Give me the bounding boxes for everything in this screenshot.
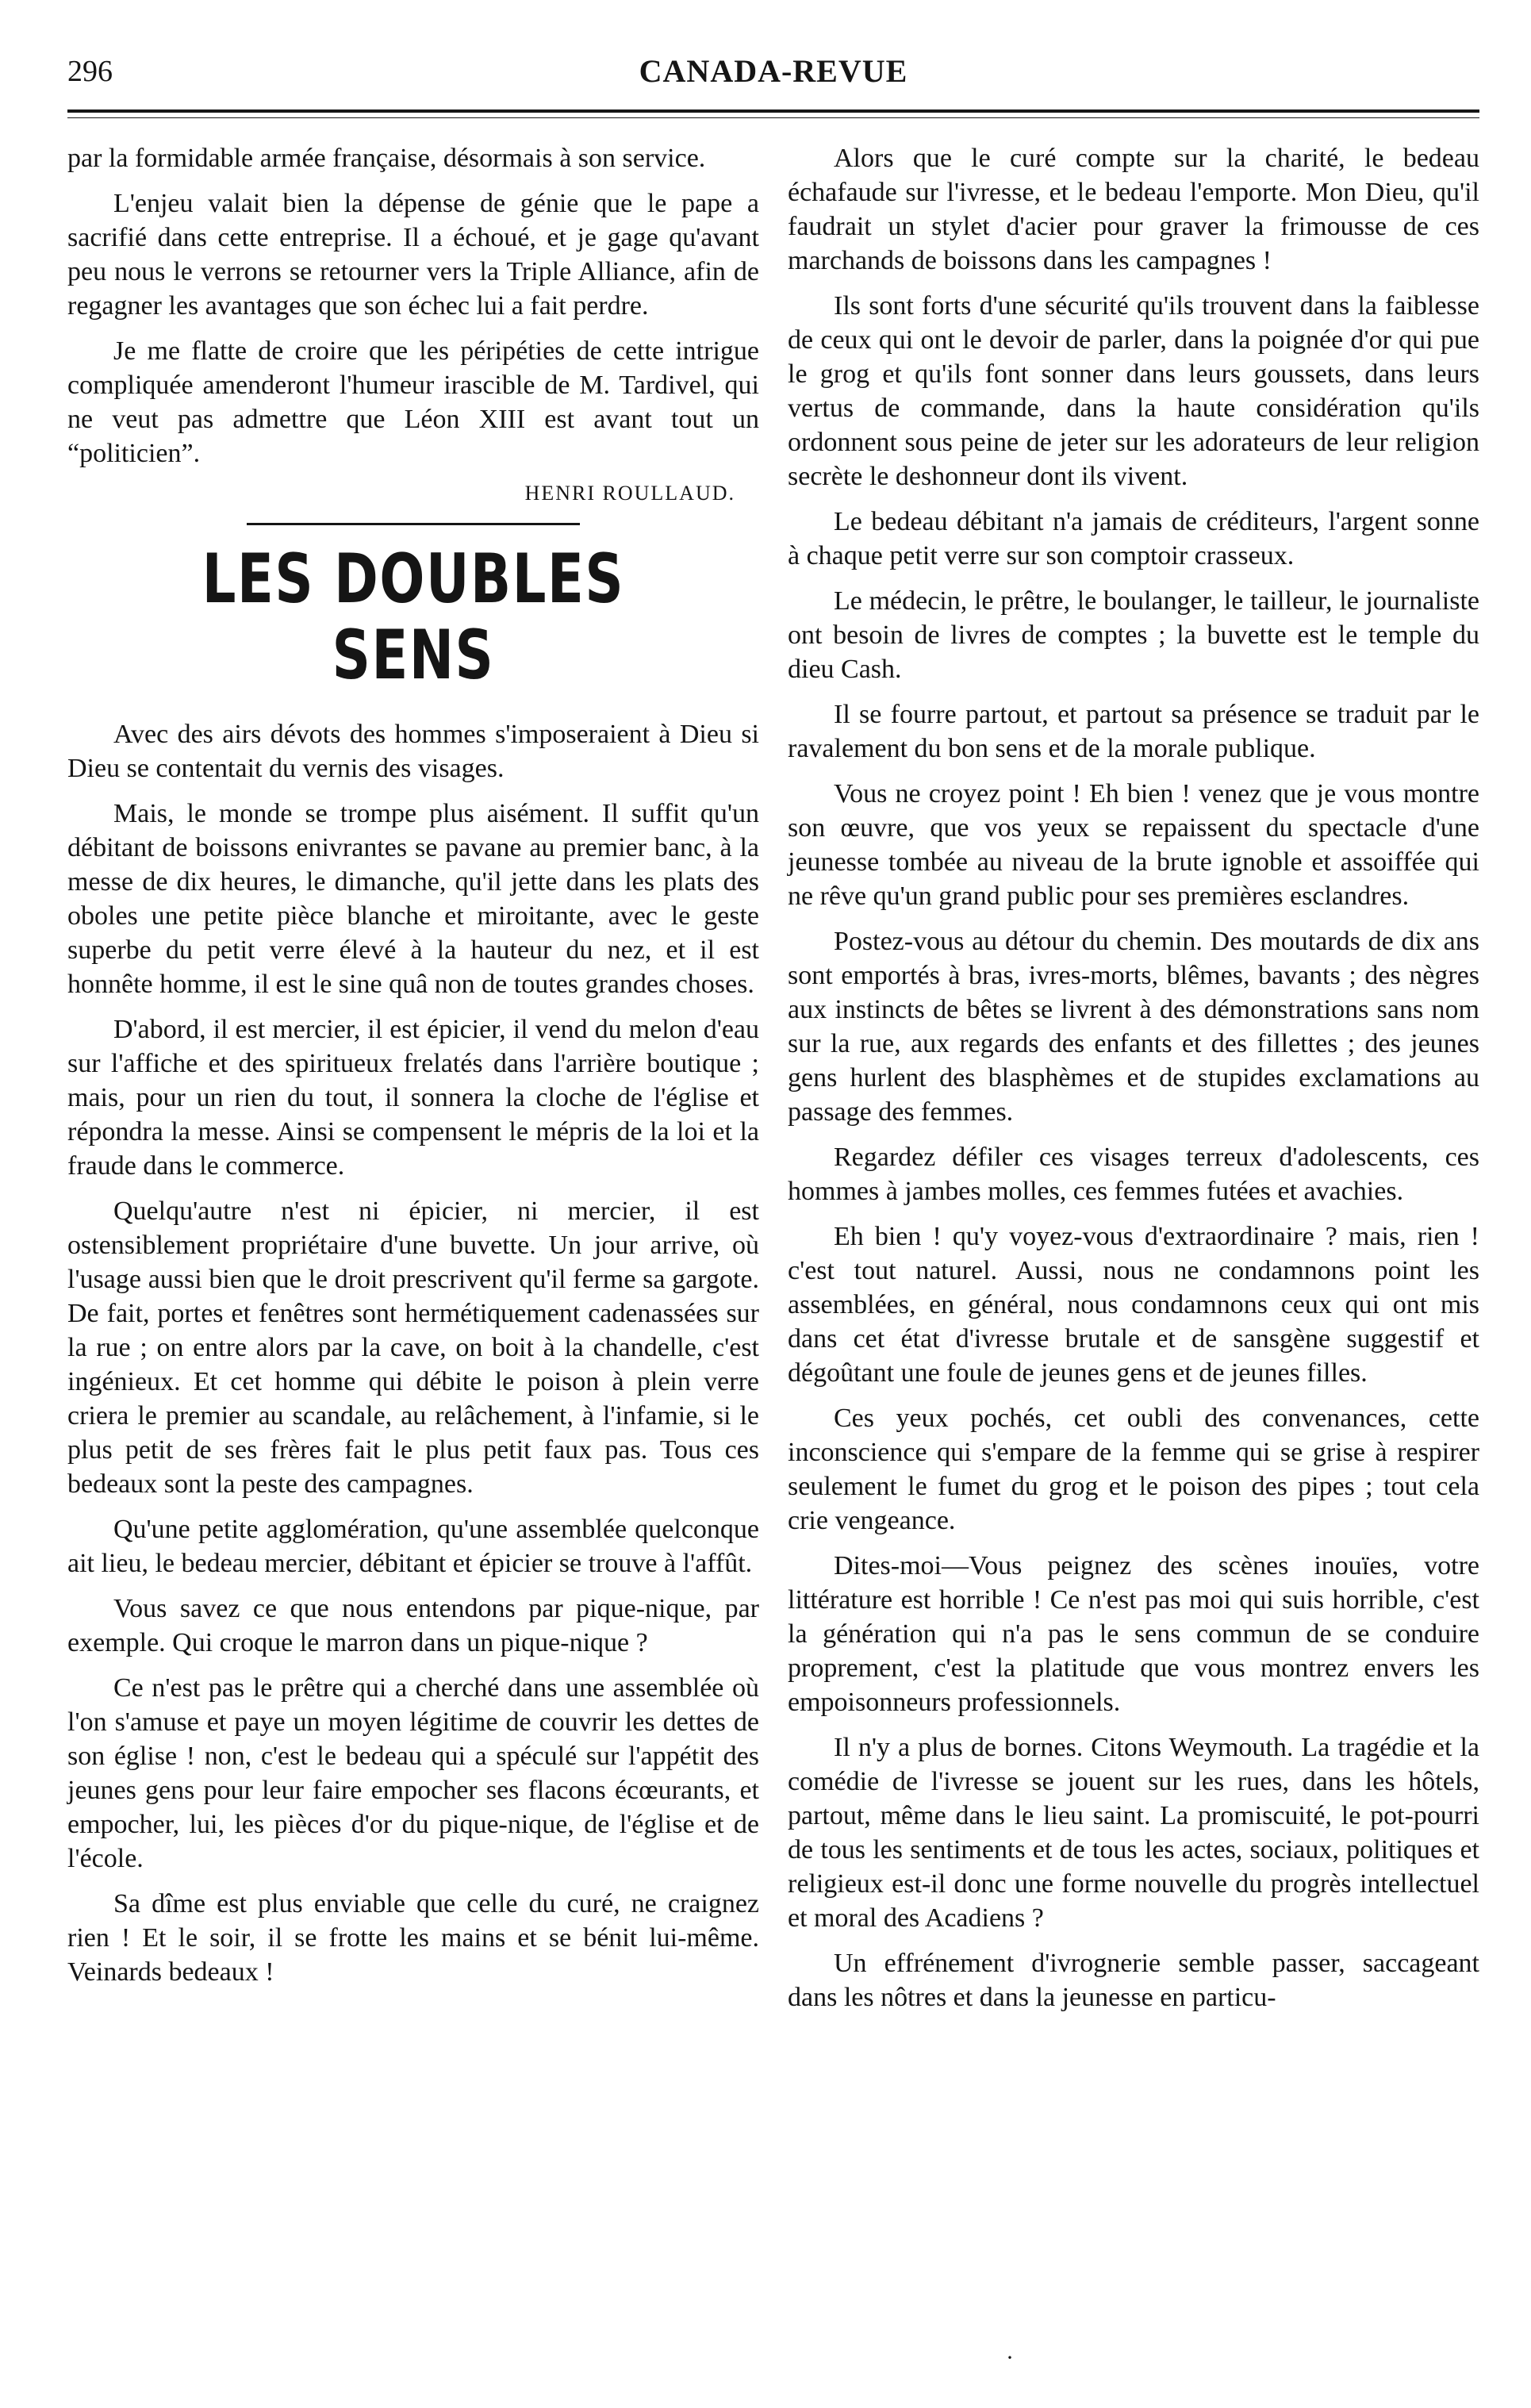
paragraph: Avec des airs dévots des hommes s'imposeraient à Dieu si Dieu se contentait du vernis des visages. [67, 720, 759, 783]
header-rule-thin [67, 117, 1479, 118]
page-number: 296 [67, 55, 113, 88]
left-column [67, 141, 759, 2000]
author-signature: HENRI ROULLAUD. [524, 482, 735, 505]
paragraph: Vous ne croyez point ! Eh bien ! venez que je vous montre son œuvre, que vos yeux se repaissent du spectacle d'une jeunesse tombée au niveau de la brute ignoble et assoiffée qui ne rêve qu'un grand public pour ses premières esclandres. [788, 779, 1479, 911]
paragraph: D'abord, il est mercier, il est épicier, il vend du melon d'eau sur l'affiche et des spiritueux frelatés dans l'arrière boutique ; mais, pour un rien du tout, il sonnera la cloche de l'église et répondra la messe. Ainsi se compensent le mépris de la loi et la fraude dans le commerce. [67, 1015, 759, 1181]
paragraph: Dites-moi—Vous peignez des scènes inouïes, votre littérature est horrible ! Ce n'est pas moi qui suis horrible, c'est la génération qui n'a pas le sens commun de se conduire proprement, c'est la platitude que vous montrez envers les empoisonneurs professionnels. [788, 1551, 1479, 1717]
paragraph: Quelqu'autre n'est ni épicier, ni mercier, il est ostensiblement propriétaire d'une buvette. Un jour arrive, où l'usage aussi bien que le droit prescrivent qu'il ferme sa gargote. De fait, portes et fenêtres sont hermétiquement cadenassées sur la rue ; on entre alors par la cave, on boit à la chandelle, c'est ingénieux. Et cet homme qui débite le poison à plein verre criera le premier au scandale, au relâchement, à l'infamie, si le plus petit de ses frères fait le plus petit faux pas. Tous ces bedeaux sont la peste des campagnes. [67, 1196, 759, 1499]
paragraph: Le bedeau débitant n'a jamais de créditeurs, l'argent sonne à chaque petit verre sur son comptoir crasseux. [788, 507, 1479, 570]
paragraph: Mais, le monde se trompe plus aisément. Il suffit qu'un débitant de boissons enivrantes se pavane au premier banc, à la messe de dix heures, le dimanche, qu'il jette dans les plats des oboles une petite pièce blanche et miroitante, avec le geste superbe du petit verre élevé à la hauteur du nez, et il est honnête homme, il est le sine quâ non de toutes grandes choses. [67, 799, 759, 999]
paragraph: Le médecin, le prêtre, le boulanger, le tailleur, le journaliste ont besoin de livres de comptes ; la buvette est le temple du dieu Cash. [788, 586, 1479, 684]
paragraph: Qu'une petite agglomération, qu'une assemblée quelconque ait lieu, le bedeau mercier, débitant et épicier se trouve à l'affût. [67, 1515, 759, 1578]
right-column [788, 141, 1479, 2026]
running-title: CANADA-REVUE [639, 53, 908, 89]
paragraph: Ce n'est pas le prêtre qui a cherché dans une assemblée où l'on s'amuse et paye un moyen légitime de couvrir les dettes de son église ! non, c'est le bedeau qui a spéculé sur l'appétit des jeunes gens pour leur faire empocher ses flacons écœurants, et empocher, lui, les pièces d'or du pique-nique, de l'église et de l'école. [67, 1673, 759, 1873]
paragraph: Ils sont forts d'une sécurité qu'ils trouvent dans la faiblesse de ceux qui ont le devoir de parler, dans la poignée d'or qui pue le grog et qu'ils font sonner dans leurs goussets, dans leurs vertus de commande, dans la haute considération qu'ils ordonnent sous peine de jeter sur les adorateurs de leur religion secrète le deshonneur dont ils vivent. [788, 291, 1479, 491]
article-separator-rule [247, 523, 580, 525]
paragraph: Postez-vous au détour du chemin. Des moutards de dix ans sont emportés à bras, ivres-morts, blêmes, bavants ; des nègres aux instincts de bêtes se livrent à des démonstrations sans nom sur la rue, aux regards des enfants et des fillettes ; des jeunes gens hurlent des blasphèmes et de stupides exclamations au passage des femmes. [788, 927, 1479, 1127]
paragraph: Sa dîme est plus enviable que celle du curé, ne craignez rien ! Et le soir, il se frotte les mains et se bénit lui-même. Veinards bedeaux ! [67, 1889, 759, 1987]
paragraph: Il se fourre partout, et partout sa présence se traduit par le ravalement du bon sens et de la morale publique. [788, 700, 1479, 763]
paragraph: Alors que le curé compte sur la charité, le bedeau échafaude sur l'ivresse, et le bedeau l'emporte. Mon Dieu, qu'il faudrait un stylet d'acier pour graver la frimousse de ces marchands de boissons dans les campagnes ! [788, 144, 1479, 275]
header-rule-thick [67, 109, 1479, 113]
paragraph: Ces yeux pochés, cet oubli des convenances, cette inconscience qui s'empare de la femme qui se grise à respirer seulement le fumet du grog et le poison des pipes ; tout cela crie vengeance. [788, 1404, 1479, 1535]
paragraph: Un effrénement d'ivrognerie semble passer, saccageant dans les nôtres et dans la jeunesse en particu- [788, 1949, 1479, 2012]
page-header [67, 46, 1479, 109]
article-title: LES DOUBLES SENS [201, 540, 625, 695]
footer-mark: · [1006, 2345, 1014, 2371]
paragraph: Regardez défiler ces visages terreux d'adolescents, ces hommes à jambes molles, ces femmes futées et avachies. [788, 1143, 1479, 1206]
paragraph: Eh bien ! qu'y voyez-vous d'extraordinaire ? mais, rien ! c'est tout naturel. Aussi, nous ne condamnons point les assemblées, en général, nous condamnons ceux qui ont mis dans cet état d'ivresse brutale et de sansgène suggestif et dégoûtant une foule de jeunes gens et de jeunes filles. [788, 1222, 1479, 1388]
paragraph: par la formidable armée française, désormais à son service. [67, 144, 706, 173]
paragraph: Il n'y a plus de bornes. Citons Weymouth. La tragédie et la comédie de l'ivresse se jouent sur les rues, dans les hôtels, partout, même dans le lieu saint. La promiscuité, le pot-pourri de tous les sentiments et de tous les actes, sociaux, politiques et religieux est-il donc une forme nouvelle du progrès intellectuel et moral des Acadiens ? [788, 1733, 1479, 1933]
paragraph: Vous savez ce que nous entendons par pique-nique, par exemple. Qui croque le marron dans un pique-nique ? [67, 1594, 759, 1657]
paragraph: L'enjeu valait bien la dépense de génie que le pape a sacrifié dans cette entreprise. Il a échoué, et je gage qu'avant peu nous le verrons se retourner vers la Triple Alliance, afin de regagner les avantages que son échec lui a fait perdre. [67, 189, 759, 321]
paragraph: Je me flatte de croire que les péripéties de cette intrigue compliquée amenderont l'humeur irascible de M. Tardivel, qui ne veut pas admettre que Léon XIII est avant tout un “politicien”. [67, 336, 759, 468]
